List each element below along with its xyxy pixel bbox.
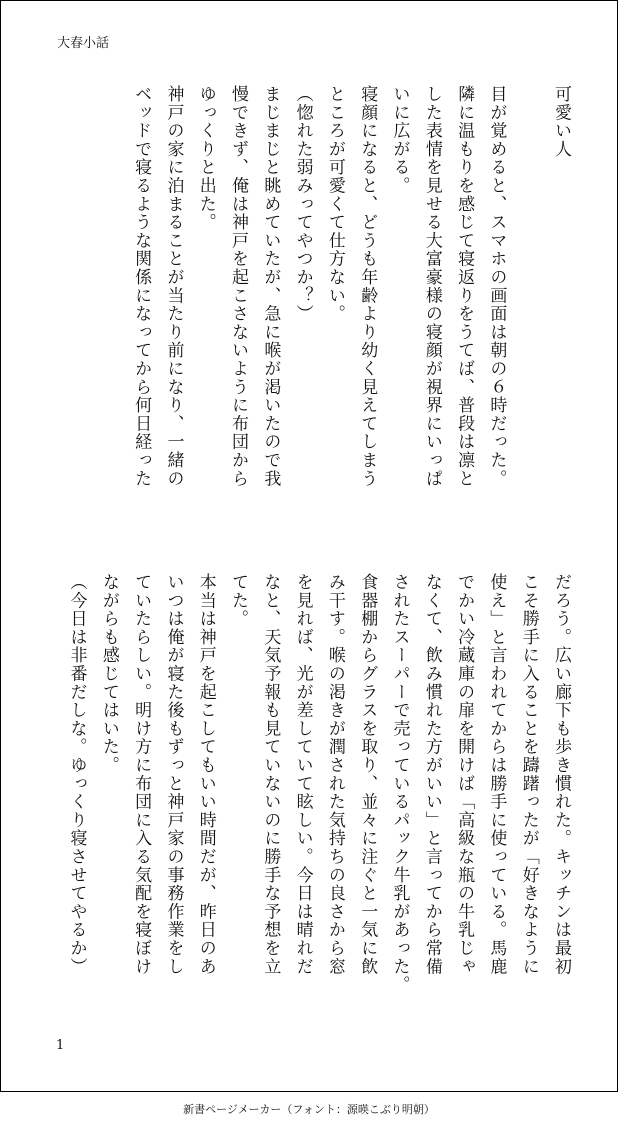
text-line: いに広がる。: [389, 85, 410, 195]
text-line: だろう。広い廊下も歩き慣れた。キッチンは最初: [551, 573, 571, 976]
text-line: 寝顔になると、どうも年齢より幼く見えてしまう: [357, 85, 378, 488]
text-line: いつは俺が寝た後もずっと神戸家の事務作業をし: [163, 573, 184, 976]
text-line: 目が覚めると、スマホの画面は朝の６時だった。: [486, 85, 507, 488]
text-line: 隣に温もりを感じて寝返りをうてば、普段は凛と: [454, 85, 475, 488]
text-line: ベッドで寝るような関係になってから何日経った: [131, 85, 152, 488]
text-line: み干す。喉の渇きが潤された気持ちの良さから窓: [324, 573, 345, 976]
text-line: ゆっくりと出た。: [195, 85, 216, 232]
text-line: 慢できず、俺は神戸を起こさないように布団から: [228, 85, 249, 488]
text-line: でかい冷蔵庫の扉を開けば「高級な瓶の牛乳じゃ: [454, 573, 475, 976]
text-line: ながらも感じてはいた。: [98, 573, 119, 775]
running-header-title: 大春小話: [57, 36, 110, 51]
blank-line: [512, 85, 544, 525]
text-line: （惚れた弱みってやつか？）: [292, 85, 313, 323]
text-line: 使え」と言われてからは勝手に使っている。馬鹿: [486, 573, 507, 976]
footer-credit: 新書ページメーカー（フォント：源暎こぶり明朝）: [183, 1103, 435, 1116]
text-line: 神戸の家に泊まることが当たり前になり、一緒の: [163, 85, 184, 488]
text-line: こそ勝手に入ることを躊躇ったが「好きなように: [518, 573, 539, 976]
text-line: なくて、飲み慣れた方がいい」と言ってから常備: [421, 573, 442, 976]
text-line: 食器棚からグラスを取り、並々に注ぐと一気に飲: [357, 573, 378, 976]
text-line: なと、天気予報も見ていないのに勝手な予想を立: [260, 573, 281, 976]
upper-text-block: [125, 85, 577, 525]
text-line: てた。: [228, 573, 249, 628]
text-line: まじまじと眺めていたが、急に喉が渇いたので我: [260, 85, 281, 488]
lower-text-block: [60, 573, 577, 1013]
text-line: 本当は神戸を起こしてもいい時間だが、昨日のあ: [195, 573, 216, 976]
story-title: 可愛い人: [551, 85, 571, 159]
text-line: （今日は非番だしな。ゆっくり寝させてやるか）: [66, 573, 87, 976]
text-line: した表情を見せる大富豪様の寝顔が視界にいっぱ: [421, 85, 442, 488]
text-line: ていたらしい。明け方に布団に入る気配を寝ぼけ: [131, 573, 152, 976]
page-number: 1: [56, 1038, 65, 1053]
text-line: を見れば、光が差していて眩しい。今日は晴れだ: [292, 573, 313, 976]
text-line: されたスーパーで売っているパック牛乳があった。: [389, 573, 410, 994]
text-line: ところが可愛くて仕方ない。: [324, 85, 345, 323]
